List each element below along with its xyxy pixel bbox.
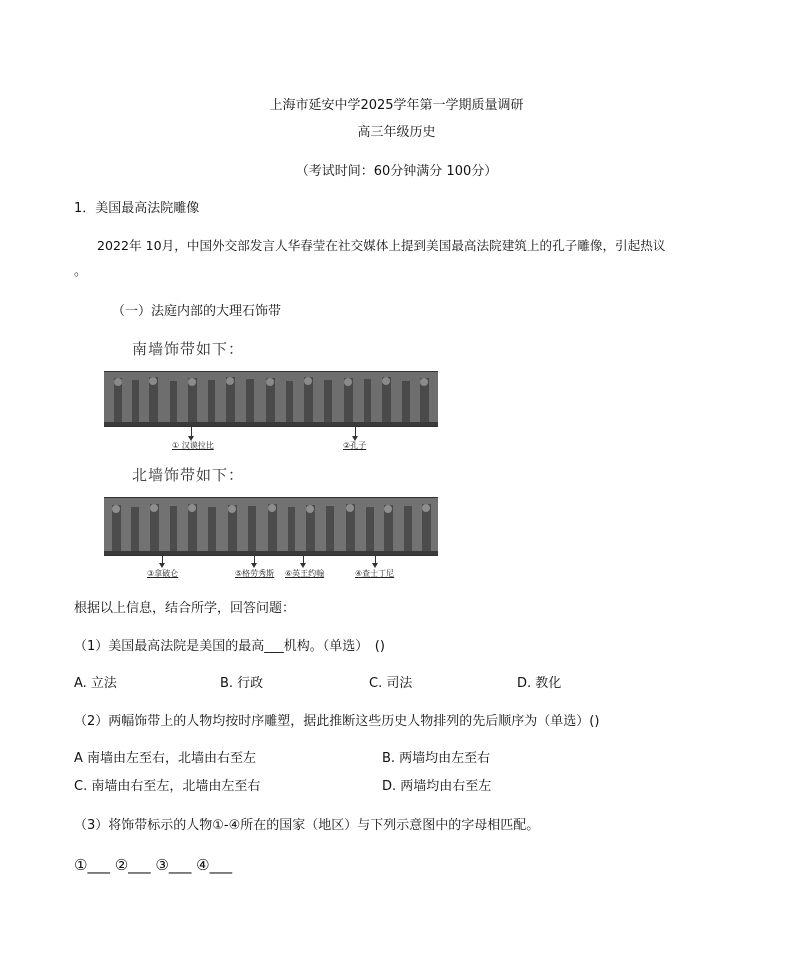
section-title: （一）法庭内部的大理石饰带 xyxy=(112,304,282,319)
north-wall-label: 北墙饰带如下： xyxy=(132,466,245,484)
south-arrow-2 xyxy=(355,427,356,437)
sub2-option-a: A 南墙由左至右，北墙由右至左 xyxy=(74,751,257,766)
sub-question-3-stem: （3）将饰带标示的人物①-④所在的国家（地区）与下列示意图中的字母相匹配。 xyxy=(74,818,540,833)
sub1-option-d: D. 教化 xyxy=(517,676,562,691)
exam-title: 上海市延安中学2025学年第一学期质量调研 xyxy=(269,98,524,113)
south-frieze-image xyxy=(104,371,438,427)
north-caption-3: ③拿破仑 xyxy=(147,569,179,578)
south-wall-label: 南墙饰带如下： xyxy=(132,340,245,358)
south-arrow-1 xyxy=(191,427,192,437)
exam-subtitle: 高三年级历史 xyxy=(357,125,436,140)
south-caption-1: ① 汉谟拉比 xyxy=(172,441,214,450)
exam-info: （考试时间：60分钟满分 100分） xyxy=(295,164,498,179)
north-caption-4: ④查士丁尼 xyxy=(355,569,395,578)
question-heading: 1．美国最高法院雕像 xyxy=(74,201,200,216)
north-arrow-4 xyxy=(375,556,376,564)
sub1-option-b: B. 行政 xyxy=(220,676,264,691)
south-caption-2: ②孔子 xyxy=(343,441,367,450)
question-prompt: 根据以上信息，结合所学，回答问题： xyxy=(74,601,296,616)
north-arrow-3 xyxy=(162,556,163,564)
question-intro-end: 。 xyxy=(74,264,88,279)
north-frieze-image xyxy=(104,497,438,556)
sub1-option-a: A. 立法 xyxy=(74,676,117,691)
sub-question-2-stem: （2）两幅饰带上的人物均按时序雕塑，据此推断这些历史人物排列的先后顺序为（单选）() xyxy=(74,714,600,729)
sub2-option-b: B. 两墙均由左至右 xyxy=(382,751,491,766)
sub1-option-c: C. 司法 xyxy=(369,676,413,691)
sub2-option-c: C. 南墙由右至左，北墙由左至右 xyxy=(74,779,261,794)
question-intro: 2022年 10月，中国外交部发言人华春莹在社交媒体上提到美国最高法院建筑上的孔子雕像，引起热议 xyxy=(97,238,666,253)
north-arrow-6 xyxy=(303,556,304,564)
sub2-option-d: D. 两墙均由右至左 xyxy=(382,779,492,794)
north-arrow-5 xyxy=(254,556,255,564)
sub3-answer-blanks: ①___ ②___ ③___ ④___ xyxy=(74,856,233,874)
north-caption-5: ⑤格劳秀斯 xyxy=(235,569,275,578)
sub-question-1-stem: （1）美国最高法院是美国的最高___机构。（单选） () xyxy=(74,639,385,654)
north-caption-6: ⑥英王约翰 xyxy=(285,569,325,578)
